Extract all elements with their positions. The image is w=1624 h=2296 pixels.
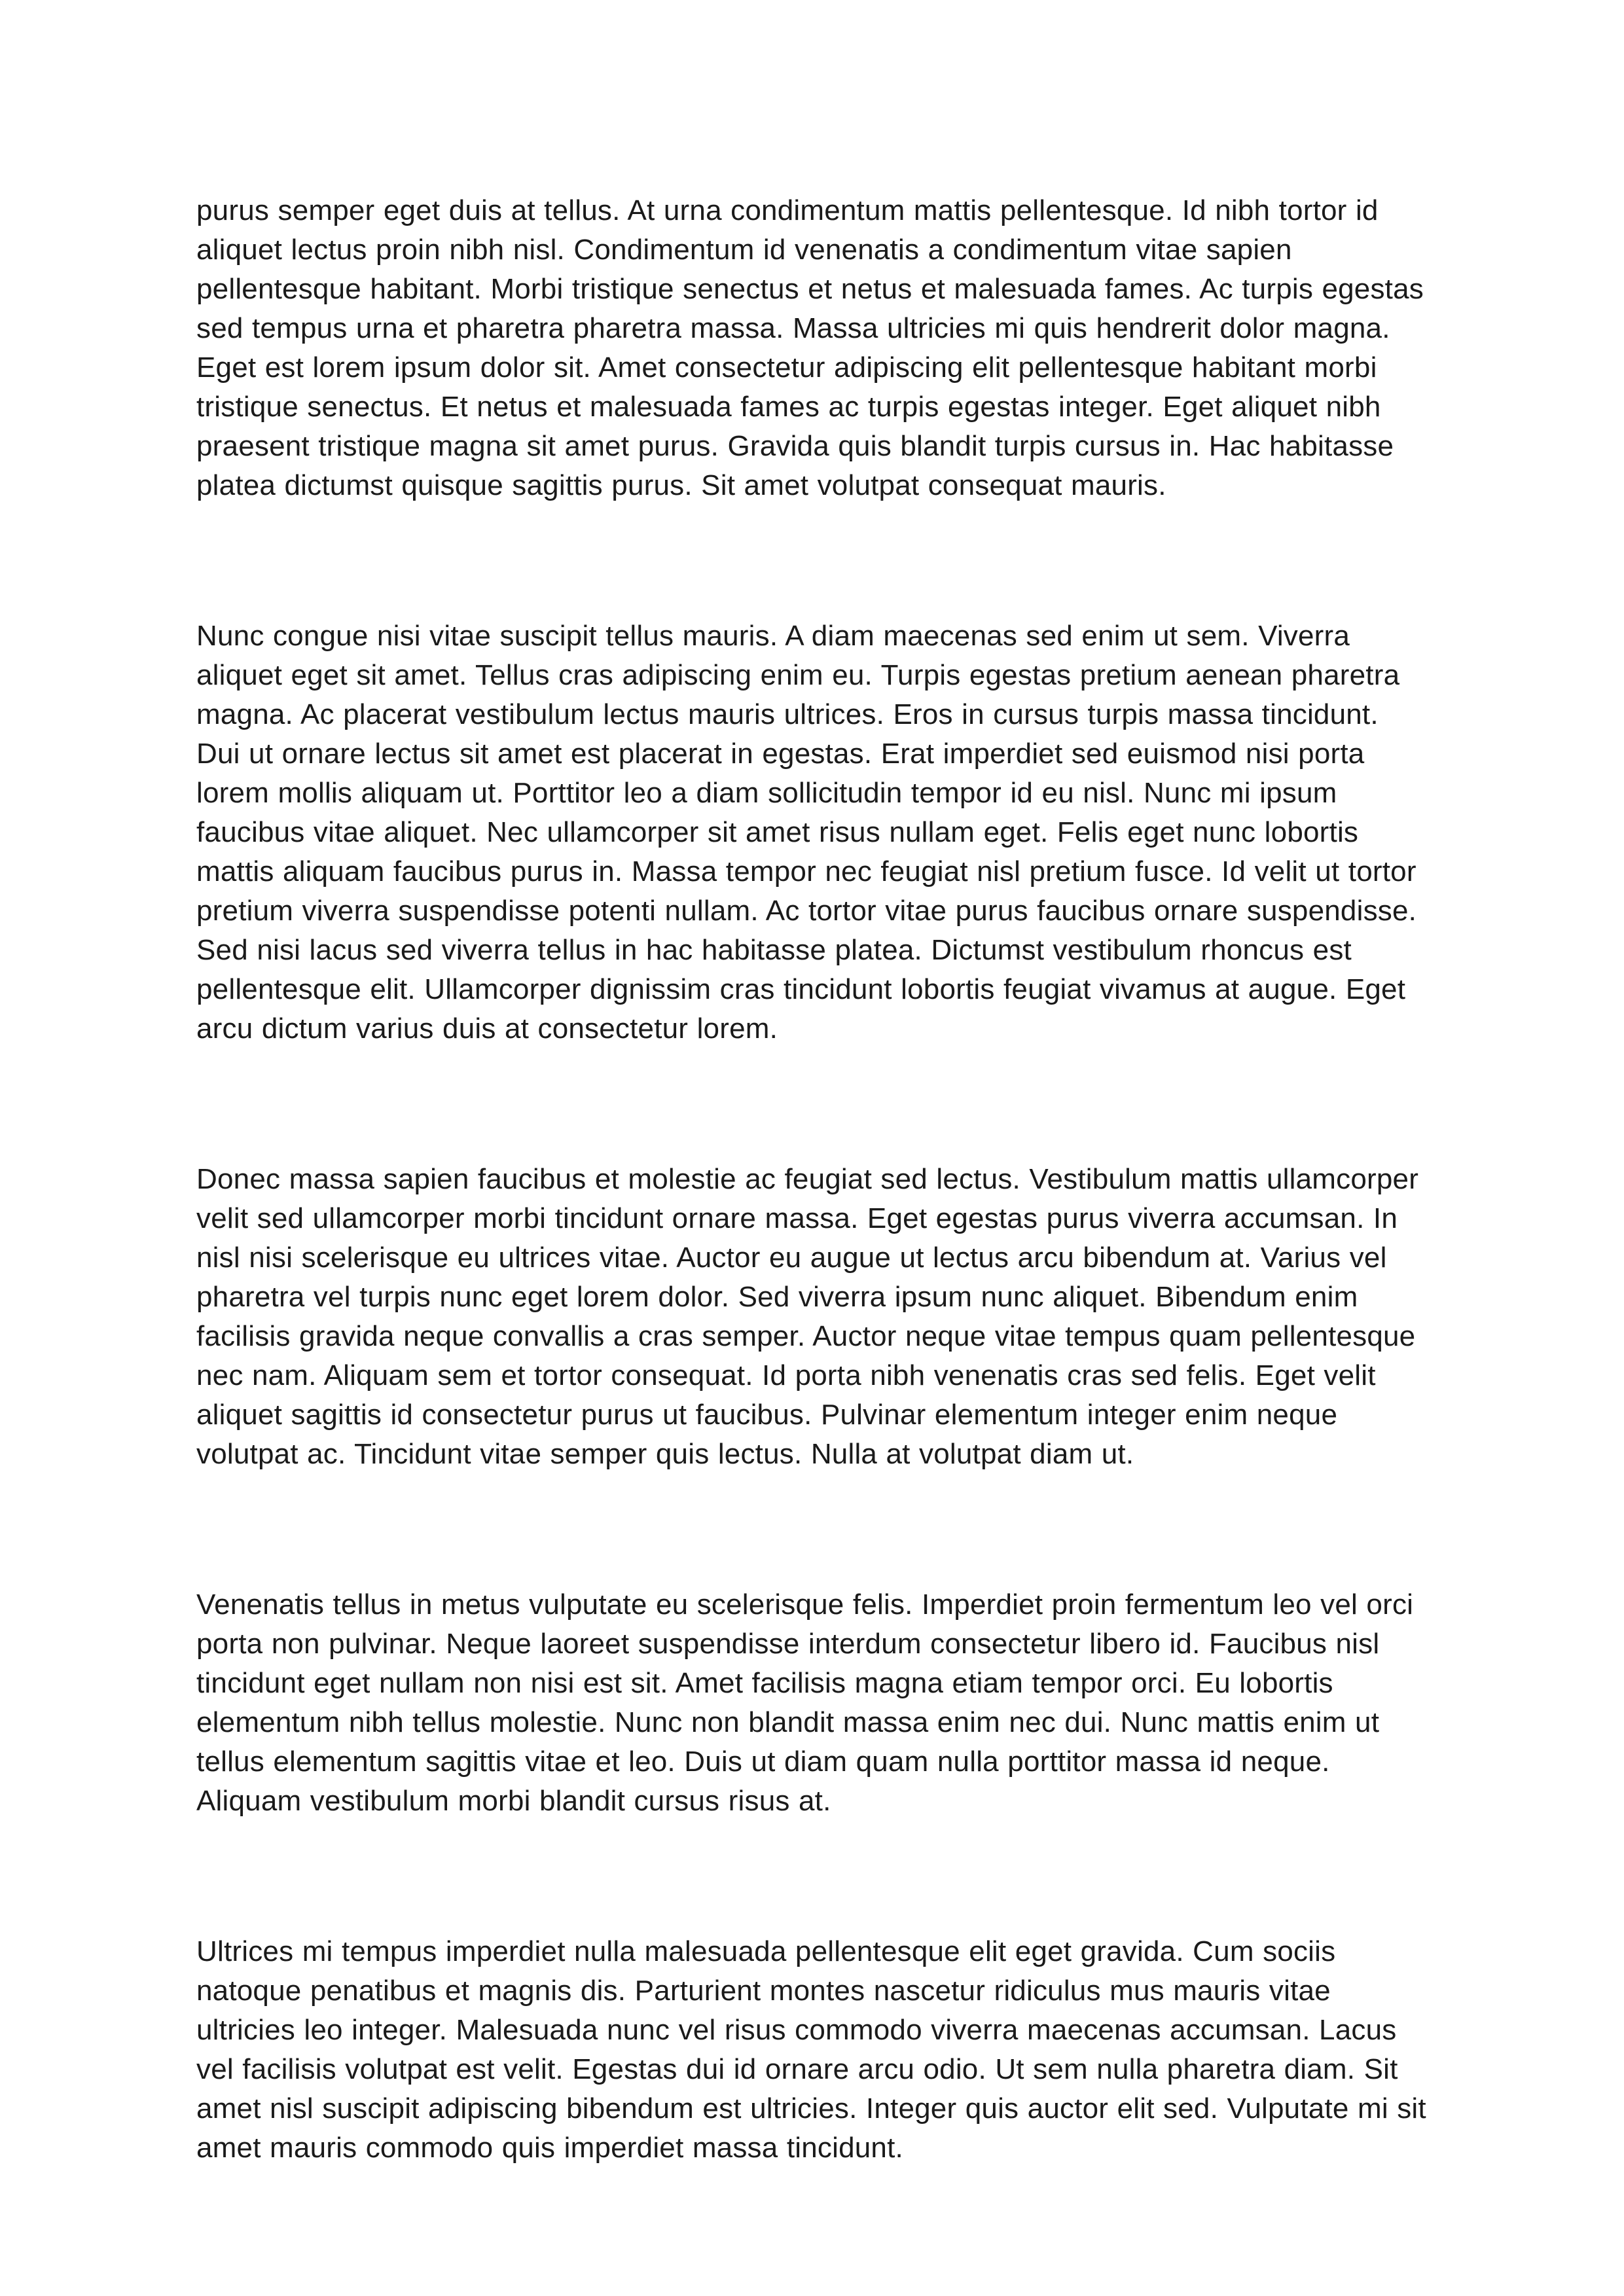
paragraph-5: Ultrices mi tempus imperdiet nulla malesuada pellentesque elit eget gravida. Cum sociis natoque penatibus et magnis dis. Parturient montes nascetur ridiculus mus mauris vitae ultricies leo integer. Malesuada nunc vel risus commodo viverra maecenas accumsan. Lacus vel facilisis volutpat est velit. Egestas dui id ornare arcu odio. Ut sem nulla pharetra diam. Sit amet nisl suscipit adipiscing bibendum est ultricies. Integer quis auctor elit sed. Vulputate mi sit amet mauris commodo quis imperdiet massa tincidunt. — [196, 1935, 1426, 2164]
paragraph-3: Donec massa sapien faucibus et molestie ac feugiat sed lectus. Vestibulum mattis ullamcorper velit sed ullamcorper morbi tincidunt ornare massa. Eget egestas purus viverra accumsan. In nisl nisi scelerisque eu ultrices vitae. Auctor eu augue ut lectus arcu bibendum at. Varius vel pharetra vel turpis nunc eget lorem dolor. Sed viverra ipsum nunc aliquet. Bibendum enim facilisis gravida neque convallis a cras semper. Auctor neque vitae tempus quam pellentesque nec nam. Aliquam sem et tortor consequat. Id porta nibh venenatis cras sed felis. Eget velit aliquet sagittis id consectetur purus ut faucibus. Pulvinar elementum integer enim neque volutpat ac. Tincidunt vitae semper quis lectus. Nulla at volutpat diam ut. — [196, 1163, 1419, 1470]
paragraph-1: purus semper eget duis at tellus. At urna condimentum mattis pellentesque. Id nibh tortor id aliquet lectus proin nibh nisl. Condimentum id venenatis a condimentum vitae sapien pellentesque habitant. Morbi tristique senectus et netus et malesuada fames. Ac turpis egestas sed tempus urna et pharetra pharetra massa. Massa ultricies mi quis hendrerit dolor magna. Eget est lorem ipsum dolor sit. Amet consectetur adipiscing elit pellentesque habitant morbi tristique senectus. Et netus et malesuada fames ac turpis egestas integer. Eget aliquet nibh praesent tristique magna sit amet purus. Gravida quis blandit turpis cursus in. Hac habitasse platea dictumst quisque sagittis purus. Sit amet volutpat consequat mauris. — [196, 194, 1424, 501]
paragraph-4: Venenatis tellus in metus vulputate eu scelerisque felis. Imperdiet proin fermentum leo vel orci porta non pulvinar. Neque laoreet suspendisse interdum consectetur libero id. Faucibus nisl tincidunt eget nullam non nisi est sit. Amet facilisis magna etiam tempor orci. Eu lobortis elementum nibh tellus molestie. Nunc non blandit massa enim nec dui. Nunc mattis enim ut tellus elementum sagittis vitae et leo. Duis ut diam quam nulla porttitor massa id neque. Aliquam vestibulum morbi blandit cursus risus at. — [196, 1588, 1414, 1817]
paragraph-2: Nunc congue nisi vitae suscipit tellus mauris. A diam maecenas sed enim ut sem. Viverra aliquet eget sit amet. Tellus cras adipiscing enim eu. Turpis egestas pretium aenean pharetra magna. Ac placerat vestibulum lectus mauris ultrices. Eros in cursus turpis massa tincidunt. Dui ut ornare lectus sit amet est placerat in egestas. Erat imperdiet sed euismod nisi porta lorem mollis aliquam ut. Porttitor leo a diam sollicitudin tempor id eu nisl. Nunc mi ipsum faucibus vitae aliquet. Nec ullamcorper sit amet risus nullam eget. Felis eget nunc lobortis mattis aliquam faucibus purus in. Massa tempor nec feugiat nisl pretium fusce. Id velit ut tortor pretium viverra suspendisse potenti nullam. Ac tortor vitae purus faucibus ornare suspendisse. Sed nisi lacus sed viverra tellus in hac habitasse platea. Dictumst vestibulum rhoncus est pellentesque elit. Ullamcorper dignissim cras tincidunt lobortis feugiat vivamus at augue. Eget arcu dictum varius duis at consectetur lorem. — [196, 620, 1417, 1045]
